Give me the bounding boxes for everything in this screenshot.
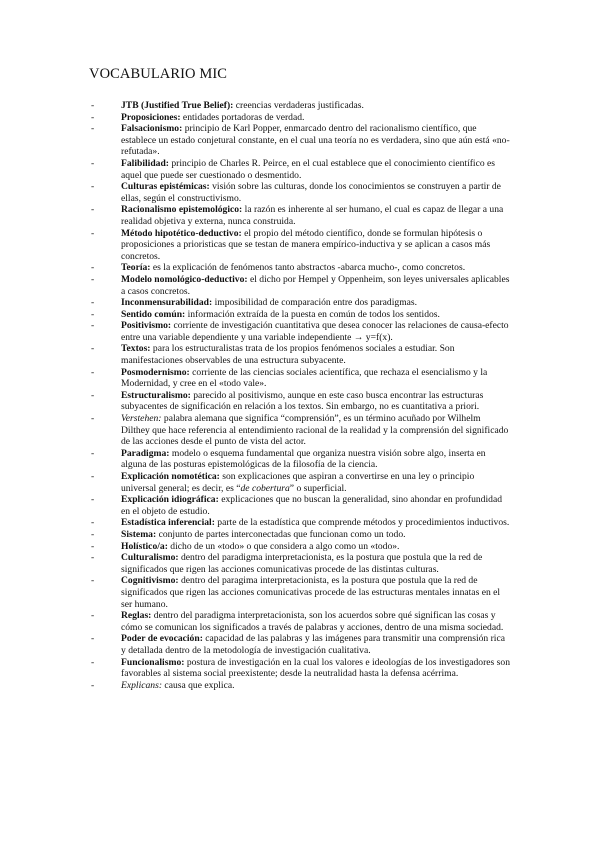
list-bullet: - [91,389,95,401]
list-bullet: - [91,320,95,332]
list-item [91,494,511,517]
vocab-definition: capacidad de las palabras y las imágenes para transmitir una comprensión rica y detallada dentro de la metodología de investigación cualitativa. [121,633,505,656]
list-item [91,633,511,656]
list-item [91,529,511,541]
vocab-definition: el propio del método científico, donde se formulan hipótesis o proposiciones a prioristicas que se testan de manera empírico-inductiva y se aplican a casos más concretos. [121,227,491,262]
vocab-definition: parecido al positivismo, aunque en este caso busca encontrar las estructuras subyacentes de significación en relación a los textos. Sin embargo, no es cuantitativa a priori. [121,389,484,413]
vocab-definition: causa que explica. [162,679,235,691]
list-item [91,680,511,692]
list-bullet: - [91,540,95,552]
list-bullet: - [91,656,95,668]
vocab-definition: dentro del paradigma interpretacionista, es la postura que postula que la red de significados que rigen las acciones comunicativas procede de las distintas culturas. [121,552,483,575]
vocab-definition: corriente de investigación cuantitativa que desea conocer las relaciones de causa-efecto entre una variable dependiente y una variable independiente → y=f(x). [121,320,509,343]
vocab-term: Estructuralismo: [121,389,191,401]
vocab-definition: información extraída de la puesta en común de todos los sentidos. [185,308,440,320]
list-bullet: - [91,494,95,506]
list-item [91,123,511,158]
list-item [91,471,511,494]
list-bullet: - [91,262,95,274]
vocab-definition: corriente de las ciencias sociales acientífica, que rechaza el esencialismo y la Modernidad, y cree en el «todo vale». [121,366,488,390]
vocab-definition: creencias verdaderas justificadas. [233,100,364,111]
vocab-term: Paradigma: [121,447,170,459]
vocab-definition: es la explicación de fenómenos tanto abstractos -abarca mucho-, como concretos. [150,262,466,274]
vocab-definition: el dicho por Hempel y Oppenheim, son leyes universales aplicables a casos concretos. [121,273,510,297]
list-bullet: - [91,528,95,540]
vocab-term: Cognitivismo: [121,575,179,587]
vocab-term: Modelo nomológico-deductivo: [121,273,248,285]
vocab-definition: para los estructuralistas trata de los propios fenómenos sociales a estudiar. Son manifestaciones observables de una estructura subyacente. [121,343,455,367]
vocab-definition: dentro del paradigma interpretacionista, son los acuerdos sobre qué significan las cosas y cómo se comunican los significados a través de palabras y acciones, dentro de una misma sociedad. [121,610,504,633]
list-item [91,297,511,309]
list-item [91,228,511,263]
list-bullet: - [91,204,95,216]
list-item [91,100,511,112]
list-bullet: - [91,471,95,482]
vocab-term: Culturas epistémicas: [121,181,210,193]
list-item [91,367,511,390]
list-item [91,320,511,343]
list-item [91,448,511,471]
list-bullet: - [91,679,95,691]
vocab-term: Explicans: [121,679,163,691]
list-item [91,657,511,680]
list-bullet: - [91,413,95,425]
vocab-term: Falibilidad: [121,157,169,169]
vocab-definition: visión sobre las culturas, donde los conocimientos se construyen a partir de ellas, según el constructivismo. [121,181,501,204]
list-bullet: - [91,517,95,529]
vocab-definition: la razón es inherente al ser humano, el cual es capaz de llegar a una realidad objetiva y externa, nunca construida. [121,204,504,227]
vocab-definition: modelo o esquema fundamental que organiza nuestra visión sobre algo, inserta en alguna de las posturas epistemológicas de la filosofía de la ciencia. [121,447,486,471]
vocab-term: Sentido común: [121,308,186,320]
vocab-definition: conjunto de partes interconectadas que funcionan como un todo. [156,528,406,540]
vocab-term: Racionalismo epistemológico: [121,204,243,216]
vocab-definition: principio de Charles R. Peirce, en el cual establece que el conocimiento científico es aquel que puede ser cuestionado o desmentido. [121,157,496,181]
list-bullet: - [91,575,95,587]
list-item [91,274,511,297]
vocab-definition-tail: ” o superficial. [289,482,347,494]
vocab-definition: principio de Karl Popper, enmarcado dentro del racionalismo científico, que establece un estado conjetural constante, en el cual una teoría no es verdadera, sino que aún está «no-refutada». [121,123,510,158]
list-item [91,552,511,575]
list-item [91,610,511,633]
list-item [91,413,511,448]
vocab-term: JTB (Justified True Belief): [121,100,234,111]
list-bullet: - [91,366,95,378]
vocab-term: Funcionalismo: [121,656,185,668]
vocab-term: Poder de evocación: [121,633,203,645]
vocab-term: Reglas: [121,610,152,622]
vocab-term: Método hipotético-deductivo: [121,227,242,239]
list-item [91,262,511,274]
vocab-term: Textos: [121,343,151,355]
list-bullet: - [91,552,95,564]
vocab-term: Proposiciones: [121,111,181,123]
list-bullet: - [91,157,95,169]
list-item [91,343,511,366]
list-bullet: - [91,610,95,622]
list-bullet: - [91,111,95,123]
vocab-definition: entidades portadoras de verdad. [180,111,305,123]
list-bullet: - [91,273,95,285]
vocab-term: Estadística inferencial: [121,517,215,529]
vocab-term: Explicación idiográfica: [121,494,219,506]
vocab-term: Falsacionismo: [121,123,183,135]
vocab-definition: son explicaciones que aspiran a convertirse en una ley o principio universal general; es decir, es “ [121,471,475,494]
vocab-definition: dicho de un «todo» o que considera a algo como un «todo». [167,540,400,552]
vocab-definition: dentro del paragima interpretacionista, es la postura que postula que la red de significados que rigen las acciones comunicativas procede de las estructuras mentales innatas en el ser humano. [121,575,501,610]
vocab-definition: parte de la estadística que comprende métodos y procedimientos inductivos. [214,517,510,529]
vocab-definition: explicaciones que no buscan la generalidad, sino ahondar en profundidad en el objeto de estudio. [121,494,502,517]
vocab-term: Teoría: [121,262,151,274]
list-item [91,541,511,553]
vocab-definition: palabra alemana que significa “comprensión”, es un término acuñado por Wilhelm Dilthey que hace referencia al entendimiento racional de la realidad y la comprensión del significado de las acciones desde el punto de vista del actor. [121,413,509,448]
vocab-term: Explicación nomotética: [121,471,220,482]
list-bullet: - [91,308,95,320]
list-item [91,575,511,610]
list-item [91,390,511,413]
vocab-term: Positivismo: [121,320,172,332]
vocab-term: Sistema: [121,528,157,540]
vocab-definition-emphasis: de cobertura [240,482,290,494]
list-bullet: - [91,633,95,645]
list-item [91,181,511,204]
vocab-term: Posmodernismo: [121,366,190,378]
vocab-term: Verstehen: [121,413,162,425]
vocab-definition: imposibilidad de comparación entre dos paradigmas. [212,297,418,309]
vocab-term: Holístico/a: [121,540,168,552]
list-item [91,112,511,124]
list-item [91,309,511,321]
vocabulary-list [91,100,511,691]
list-bullet: - [91,227,95,239]
document-title: VOCABULARIO MIC [89,66,228,82]
list-bullet: - [91,100,95,111]
list-item [91,204,511,227]
list-bullet: - [91,123,95,135]
list-item [91,517,511,529]
vocab-term: Culturalismo: [121,552,179,564]
vocab-definition: postura de investigación en la cual los valores e ideologías de los investigadores son favorables al sistema social preexistente; desde la neutralidad hasta la defensa acérrima. [121,656,511,680]
list-bullet: - [91,343,95,355]
list-bullet: - [91,297,95,309]
vocab-term: Inconmensurabilidad: [121,297,213,309]
list-bullet: - [91,447,95,459]
list-item [91,158,511,181]
list-bullet: - [91,181,95,193]
